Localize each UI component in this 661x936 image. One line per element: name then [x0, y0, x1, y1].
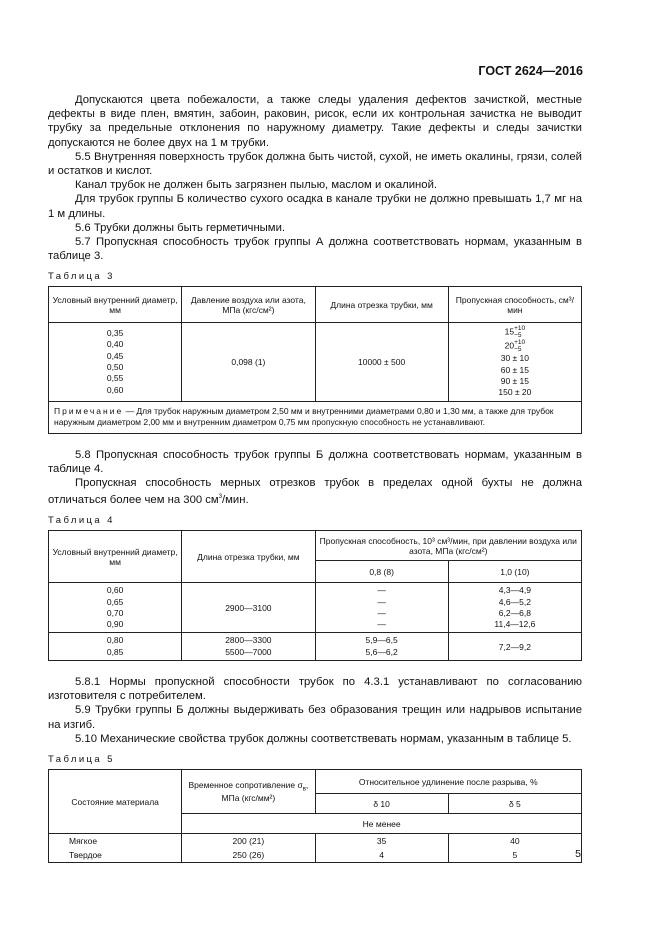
- table-cell: 0,80: [106, 635, 124, 646]
- page-content: [48, 93, 582, 863]
- paragraph-5-5: 5.5 Внутренняя поверхность трубок должна быть чистой, сухой, не иметь окалины, грязи, солей и остатков и кислот.: [48, 150, 582, 178]
- table-3-diameters: [49, 323, 182, 401]
- paragraph-5-10: 5.10 Механические свойства трубок должны соответствевать нормам, указанным в таблице 5.: [75, 732, 572, 745]
- table-5-strength-soft: 200 (21): [182, 834, 315, 849]
- table-cell: 0,45: [106, 350, 124, 361]
- table-cell: 5,6—6,2: [365, 646, 398, 657]
- table-cell: 90 ± 15: [500, 376, 530, 387]
- table-4-header-diameter: Условный внутренний диаметр, мм: [49, 531, 182, 583]
- table-cell: 0,90: [106, 619, 124, 630]
- table-4-group1-diameters: [49, 583, 182, 633]
- table-4-group2-diameters: [49, 633, 182, 661]
- table-5-header-state: Состояние материала: [49, 770, 182, 834]
- table-cell: —: [377, 607, 386, 618]
- table-4-caption: Таблица 4: [48, 515, 115, 527]
- table-cell: —: [377, 619, 386, 630]
- paragraph-tarnish: Допускаются цвета побежалости, а также следы удаления дефектов зачисткой, местные дефекты в виде плен, вмятин, забоин, раковин, рисок, если их контрольная зачистка не выводит трубку за предельные отклонения по наружному диаметру. Такие дефекты и следы зачистки допускаются не более двух на 1 м трубки.: [48, 94, 582, 149]
- table-5-d5-soft: 40: [448, 834, 581, 849]
- table-cell: 0,85: [106, 646, 124, 657]
- table-cell: 5,9—6,5: [365, 635, 398, 646]
- paragraph-5-8-1: 5.8.1 Нормы пропускной способности трубок по 4.3.1 устанавливают по согласованию изготовителя с потребителем.: [48, 675, 582, 703]
- table-5: [48, 769, 582, 863]
- table-cell: 60 ± 15: [500, 364, 530, 375]
- table-4-group1-cap1: [315, 583, 448, 633]
- table-cell: 0,60: [106, 384, 124, 395]
- paragraph-capacity-variance: Пропускная способность мерных отрезков трубок в пределах одной бухты не должна отличаться более чем на 300 $см^3$/мин.: [48, 477, 582, 506]
- note-label: Примечание: [54, 405, 124, 416]
- table-4-header-pressure-1: 0,8 (8): [315, 561, 448, 583]
- table-4-header-length: Длина отрезка трубки, мм: [182, 531, 315, 583]
- table-5-state-soft: Мягкое: [49, 834, 182, 849]
- table-cell: 11,4—12,6: [494, 619, 536, 630]
- table-4-group2-cap1: [315, 633, 448, 661]
- table-cell: 0,65: [106, 596, 124, 607]
- table-5-header-elongation: Относительное удлинение после разрыва, %: [315, 770, 582, 794]
- table-cell: 4,6—5,2: [498, 596, 531, 607]
- table-cell: —: [377, 585, 386, 596]
- table-cell: 6,2—6,8: [498, 607, 531, 618]
- table-4-header-pressure-2: 1,0 (10): [448, 561, 581, 583]
- table-3: [48, 286, 582, 433]
- table-3-length: 10000 ± 500: [315, 323, 448, 401]
- table-5-header-d5: δ 5: [448, 794, 581, 814]
- table-5-strength-hard: 250 (26): [182, 848, 315, 863]
- table-4-group2-lengths: [182, 633, 315, 661]
- paragraph-5-7: 5.7 Пропускная способность трубок группы А должна соответствовать нормам, указанным в таблице 3.: [48, 236, 582, 263]
- table-cell: 0,40: [106, 339, 124, 350]
- table-5-header-strength: Временное сопротивление $\sigma_в$, МПа (кгс/мм²): [182, 770, 315, 814]
- table-cell: 15+10 −5: [504, 325, 526, 340]
- table-5-d10-hard: 4: [315, 848, 448, 863]
- table-cell: 0,70: [106, 607, 124, 618]
- table-3-header-pressure: Давление воздуха или азота, МПа (кгс/см²): [182, 287, 315, 323]
- table-cell: 2800—3300: [225, 635, 272, 646]
- table-3-header-length: Длина отрезка трубки, мм: [315, 287, 448, 323]
- table-4-group1-length: 2900—3100: [182, 583, 315, 633]
- table-4: [48, 530, 582, 661]
- table-cell: 30 ± 10: [500, 353, 530, 364]
- table-4-group2-cap2: 7,2—9,2: [448, 633, 581, 661]
- table-cell: —: [377, 596, 386, 607]
- table-cell: 0,50: [106, 362, 124, 373]
- paragraph-group-b-residue: Для трубок группы Б количество сухого осадка в канале трубки не должно превышать 1,7 мг на 1 м длины.: [48, 193, 582, 220]
- table-5-header-d10: δ 10: [315, 794, 448, 814]
- paragraph-5-8: 5.8 Пропускная способность трубок группы Б должна соответствовать нормам, указанным в таблице 4.: [48, 448, 582, 475]
- paragraph-5-6: 5.6 Трубки должны быть герметичными.: [75, 221, 286, 234]
- table-cell: 0,60: [106, 585, 124, 596]
- table-5-d5-hard: 5: [448, 848, 581, 863]
- table-cell: 150 ± 20: [498, 387, 532, 398]
- page-number: 5: [575, 848, 581, 860]
- table-cell: 4,3—4,9: [498, 585, 531, 596]
- table-5-header-min: Не менее: [182, 814, 582, 834]
- document-header: ГОСТ 2624—2016: [478, 64, 583, 78]
- paragraph-channel: Канал трубок не должен быть загрязнен пылью, маслом и окалиной.: [75, 179, 438, 192]
- table-4-header-capacity: Пропускная способность, 10³ см³/мин, при давлении воздуха или азота, МПа (кгс/см²): [315, 531, 582, 561]
- table-3-header-capacity: Пропускная способность, см³/мин: [448, 287, 581, 323]
- note-text: — Для трубок наружным диаметром 2,50 мм и внутренними диаметрами 0,80 и 1,30 мм, а также для трубок наружным диаметром 2,00 мм и внутренним диаметром 0,75 мм пропускную способность не устанавливают.: [54, 405, 554, 428]
- table-cell: 20+10 −5: [504, 339, 526, 354]
- table-5-caption: Таблица 5: [48, 754, 115, 765]
- table-4-group1-cap2: [448, 583, 581, 633]
- table-cell: 0,55: [106, 373, 124, 384]
- table-5-d10-soft: 35: [315, 834, 448, 849]
- table-cell: 0,35: [106, 328, 124, 339]
- paragraph-5-9: 5.9 Трубки группы Б должны выдерживать без образования трещин или надрывов испытание на изгиб.: [48, 704, 582, 731]
- table-3-note: [49, 401, 582, 433]
- table-cell: 5500—7000: [225, 646, 272, 657]
- table-3-pressure: 0,098 (1): [182, 323, 315, 401]
- table-3-header-diameter: Условный внутренний диаметр, мм: [49, 287, 182, 323]
- table-3-caption: Таблица 3: [48, 271, 115, 283]
- table-5-state-hard: Твердое: [49, 848, 182, 863]
- table-3-capacity: [448, 323, 581, 401]
